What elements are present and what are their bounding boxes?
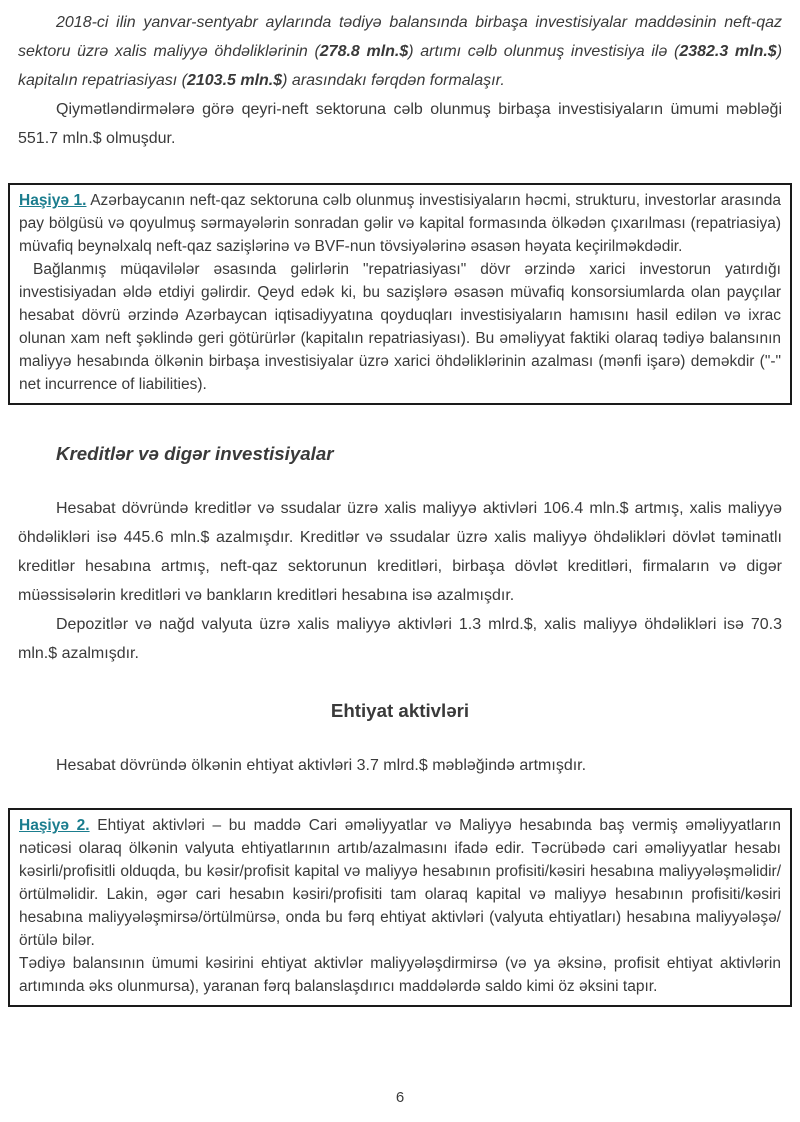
note-box-1-paragraph-1 <box>19 189 781 258</box>
note-box-2-paragraph-1 <box>19 814 781 952</box>
heading-reserve-assets: Ehtiyat aktivləri <box>330 700 470 721</box>
page-number: 6 <box>395 1089 405 1106</box>
spacer <box>18 153 782 183</box>
value-capital-repatriation: 2103.5 mln.$ <box>186 72 283 89</box>
note-box-2 <box>8 808 792 1007</box>
heading-credits-other-investments: Kreditlər və digər investisiyalar <box>56 443 334 464</box>
paragraph-credits-loans: Hesabat dövründə kreditlər və ssudalar üzrə xalis maliyyə aktivləri 106.4 mln.$ artmış, xalis maliyyə öhdəlikləri isə 445.6 mln.$ azalmışdır. Kreditlər və ssudalar üzrə xalis maliyyə öhdəlikləri dövlət təminatlı kreditlər hesabına artmış, neft-qaz sektorunun kreditləri, birbaşa dövlət kreditləri, firmaların və digər müəssisələrin kreditləri və bankların kreditləri hesabına isə azalmışdır. <box>18 500 782 604</box>
text-run: ) artımı cəlb olunmuş investisiya ilə ( <box>408 43 680 60</box>
value-attracted-investment: 2382.3 mln.$ <box>679 43 777 60</box>
note-box-1 <box>8 183 792 405</box>
note-box-1-label: Haşiyə 1. <box>19 192 87 209</box>
paragraph-non-oil-fdi: Qiymətləndirmələrə görə qeyri-neft sektoruna cəlb olunmuş birbaşa investisiyaların ümumi məbləği 551.7 mln.$ olmuşdur. <box>18 101 782 147</box>
note-box-1-paragraph-2: Bağlanmış müqavilələr əsasında gəlirlərin "repatriasiyası" dövr ərzində xarici investorun yatırdığı investisiyadan əldə etdiyi gəlirdir. Qeyd edək ki, bu sazişlərə əsasən müvafiq konsorsiumlarda olan payçılar hesabat dövrü ərzində Azərbaycan iqtisadiyyatına qoyduqları investisiyaların hamısını hasil edilən və ixrac olunan xam neft şəklində geri götürürlər (kapitalın repatriasiyası). Bu əməliyyat faktiki olaraq tədiyə balansının maliyyə hesabında ölkənin birbaşa investisiyalar üzrə xarici öhdəliklərinin azalması (mənfi işarə) deməkdir ("-" net incurrence of liabilities). <box>19 261 781 393</box>
note-box-2-label: Haşiyə 2. <box>19 817 90 834</box>
value-fdi-liabilities: 278.8 mln.$ <box>319 43 409 60</box>
paragraph-fdi-oil-gas <box>18 8 782 95</box>
text-run: ) arasındakı fərqdən formalaşır. <box>282 72 505 89</box>
paragraph-reserve-assets: Hesabat dövründə ölkənin ehtiyat aktivləri 3.7 mlrd.$ məbləğində artmışdır. <box>56 757 587 774</box>
paragraph-deposits-cash: Depozitlər və nağd valyuta üzrə xalis maliyyə aktivləri 1.3 mlrd.$, xalis maliyyə öhdəlikləri isə 70.3 mln.$ azalmışdır. <box>18 616 782 662</box>
text-run: Azərbaycanın neft-qaz sektoruna cəlb olunmuş investisiyaların həcmi, strukturu, investorlar arasında pay bölgüsü və qoyulmuş sərmayələrin sonradan gəlir və kapital formasında ölkədən çıxarılması (repatriasiya) müvafiq beynəlxalq neft-qaz sazişlərinə və BVF-nun tövsiyələrinə əsasən həyata keçirilməkdədir. <box>19 192 782 255</box>
text-run: Ehtiyat aktivləri – bu maddə Cari əməliyyatlar və Maliyyə hesabında baş vermiş əməliyyatların nəticəsi olaraq ölkənin valyuta ehtiyatlarının artıb/azalmasını ifadə edir. Təcrübədə cari əməliyyatlar hesabı kəsirli/profisitli olduqda, bu kəsir/profisit kapital və maliyyə hesabının profisiti/kəsiri hesabına maliyyələşməlidir/örtülməlidir. Lakin, əgər cari hesabın kəsiri/profisiti tam olaraq kapital və maliyyə hesabının profisiti/kəsiri hesabına maliyyələşmirsə/örtülmürsə, onda bu fərq ehtiyat aktivləri (valyuta ehtiyatları) hesabına maliyyələşə/örtülə bilər. <box>19 817 781 949</box>
text-run: ) kapitalın repatriasiyası ( <box>18 43 783 89</box>
text-run: 2018-ci ilin yanvar-sentyabr aylarında tədiyə balansında birbaşa investisiyalar maddəsinin neft-qaz sektoru üzrə xalis maliyyə öhdəliklərinin ( <box>18 14 782 60</box>
spacer <box>18 780 782 808</box>
note-box-2-paragraph-2: Tədiyə balansının ümumi kəsirini ehtiyat aktivlər maliyyələşdirmirsə (və ya əksinə, profisit ehtiyat aktivlərin artımında əks olunmursa), yaranan fərq balanslaşdırıcı maddələrdə saldo kimi öz əksini tapır. <box>19 955 781 995</box>
